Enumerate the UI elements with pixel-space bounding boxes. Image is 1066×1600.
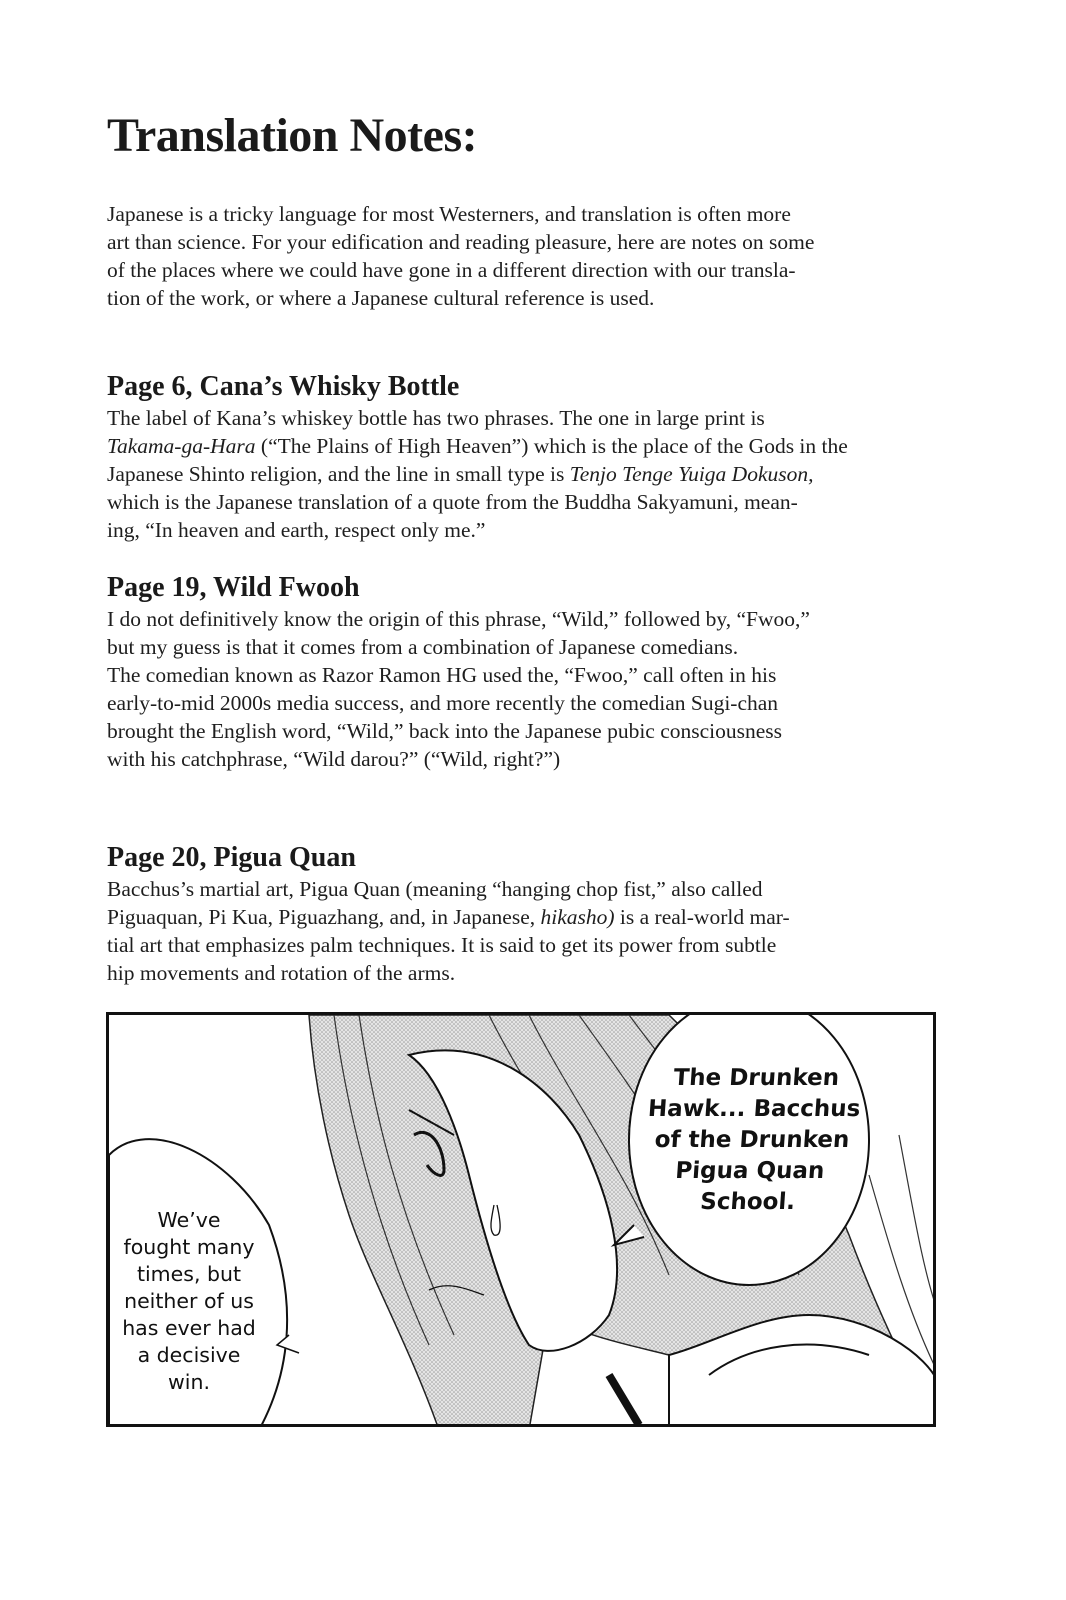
bubble-line: neither of us (124, 1289, 254, 1313)
bubble-line: times, but (136, 1262, 242, 1286)
text-line: brought the English word, “Wild,” back into the Japanese pubic consciousness (107, 719, 783, 743)
text-line: Bacchus’s martial art, Pigua Quan (meaning “hanging chop fist,” also called (107, 877, 763, 901)
italic-term: Tenjo Tenge Yuiga Dokuson, (569, 462, 814, 486)
intro-paragraph (107, 200, 967, 312)
bubble-line: a decisive (137, 1343, 241, 1367)
bubble-line: School. (699, 1189, 796, 1215)
text-line: tion of the work, or where a Japanese cultural reference is used. (107, 286, 655, 310)
text-run: (“The Plains of High Heaven”) which is the place of the Gods in the (255, 434, 848, 458)
bubble-line: Pigua Quan (674, 1158, 826, 1184)
text-run: is a real-world mar- (614, 905, 790, 929)
note-heading: Page 6, Cana’s Whisky Bottle (107, 371, 460, 402)
note-body (107, 404, 967, 544)
bubble-line: The Drunken (672, 1065, 841, 1091)
manga-panel (106, 1012, 936, 1427)
text-line: I do not definitively know the origin of this phrase, “Wild,” followed by, “Fwoo,” (107, 607, 810, 631)
note-body (107, 875, 967, 987)
bubble-line: has ever had (122, 1316, 256, 1340)
note-page-19 (107, 571, 967, 773)
text-line: of the places where we could have gone in a different direction with our transla- (107, 258, 796, 282)
bubble-line: win. (168, 1370, 210, 1394)
text-line: early-to-mid 2000s media success, and more recently the comedian Sugi-chan (107, 691, 779, 715)
text-run: The label of Kana’s whiskey bottle has two phrases. The one in large print is (107, 406, 765, 430)
bubble-line: fought many (123, 1235, 255, 1259)
text-run: Japanese Shinto religion, and the line in small type is (107, 462, 570, 486)
page-title: Translation Notes: (107, 109, 478, 162)
note-page-6 (107, 370, 967, 544)
text-line: The comedian known as Razor Ramon HG used the, “Fwoo,” call often in his (107, 663, 777, 687)
bubble-line: We’ve (157, 1208, 221, 1232)
text-line: hip movements and rotation of the arms. (107, 961, 456, 985)
bubble-line: of the Drunken (653, 1127, 851, 1153)
note-heading: Page 19, Wild Fwooh (107, 572, 360, 603)
bubble-line: Hawk... Bacchus (647, 1096, 862, 1122)
text-run: Piguaquan, Pi Kua, Piguazhang, and, in Japanese, (107, 905, 541, 929)
speech-bubble-right (627, 1063, 878, 1218)
text-line: but my guess is that it comes from a combination of Japanese comedians. (107, 635, 739, 659)
text-line: with his catchphrase, “Wild darou?” (“Wild, right?”) (107, 747, 561, 771)
italic-term: hikasho) (540, 905, 615, 929)
note-heading: Page 20, Pigua Quan (107, 842, 356, 873)
text-line: tial art that emphasizes palm techniques. It is said to get its power from subtle (107, 933, 777, 957)
text-line: Japanese is a tricky language for most Westerners, and translation is often more (107, 202, 791, 226)
note-body (107, 605, 967, 773)
note-page-20 (107, 841, 967, 987)
speech-bubble-left (109, 1207, 269, 1396)
italic-term: Takama-ga-Hara (107, 434, 256, 458)
text-run: ing, “In heaven and earth, respect only me.” (107, 518, 486, 542)
text-run: which is the Japanese translation of a quote from the Buddha Sakyamuni, mean- (107, 490, 798, 514)
text-line: art than science. For your edification and reading pleasure, here are notes on some (107, 230, 815, 254)
